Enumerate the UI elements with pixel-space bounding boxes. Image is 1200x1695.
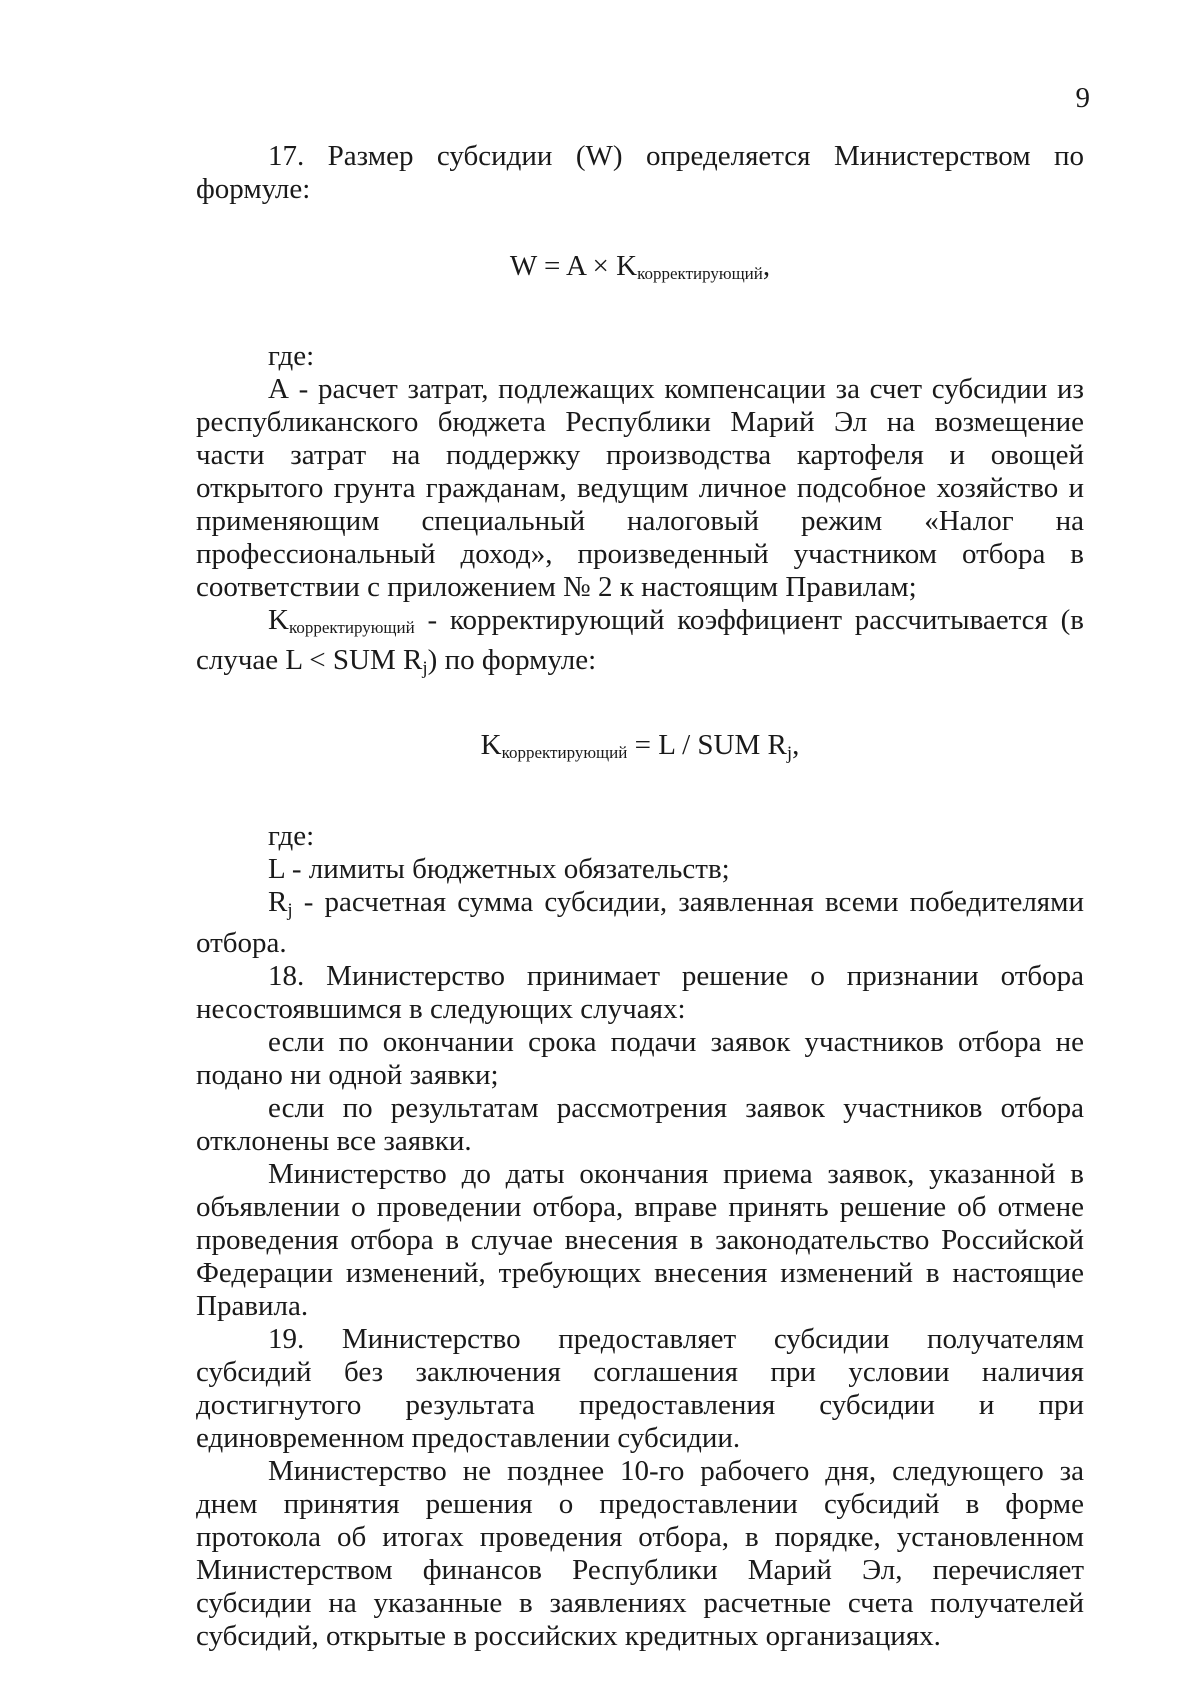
definition-r-text: - расчетная сумма субсидии, заявленная всеми победителями отбора.: [196, 886, 1084, 959]
paragraph-18-case-1: если по окончании срока подачи заявок участников отбора не подано ни одной заявки;: [196, 1026, 1084, 1091]
definition-k-text-2: ) по формуле:: [427, 644, 597, 676]
definition-r: [196, 886, 1084, 960]
definition-k-symbol: K: [268, 604, 289, 636]
where-label-1: где:: [268, 340, 315, 372]
formula-k-tail: ,: [792, 729, 800, 761]
definition-k: [196, 604, 1084, 685]
definition-a: А - расчет затрат, подлежащих компенсации за счет субсидии из республиканского бюджета Республики Марий Эл на возмещение части затрат на поддержку производства картофеля и овощей открытого грунта гражданам, ведущим личное подсобное хозяйство и применяющим специальный налоговый режим «Налог на профессиональный доход», произведенный участником отбора в соответствии с приложением № 2 к настоящим Правилам;: [196, 373, 1084, 603]
formula-w-subscript: корректирующий: [637, 264, 763, 283]
formula-k-subscript: корректирующий: [501, 743, 628, 762]
formula-w-main: W = A × K: [509, 250, 638, 282]
formula-subsidy-w: [196, 250, 1084, 290]
document-body: [196, 140, 1084, 1653]
paragraph-19-transfer: Министерство не позднее 10-го рабочего дня, следующего за днем принятия решения о предоставлении субсидий в форме протокола об итогах проведения отбора, в порядке, установленном Министерством финансов Республики Марий Эл, перечисляет субсидии на указанные в заявлениях расчетные счета получателей субсидий, открытые в российских кредитных организациях.: [196, 1455, 1084, 1652]
paragraph-18-cancel: Министерство до даты окончания приема заявок, указанной в объявлении о проведении отбора, вправе принять решение об отмене проведения отбора в случае внесения в законодательство Российской Федерации изменений, требующих внесения изменений в настоящие Правила.: [196, 1158, 1084, 1322]
paragraph-17-intro: 17. Размер субсидии (W) определяется Министерством по формуле:: [196, 140, 1084, 205]
paragraph-19: 19. Министерство предоставляет субсидии получателям субсидий без заключения соглашения при условии наличия достигнутого результата предоставления субсидии и при единовременном предоставлении субсидии.: [196, 1323, 1084, 1454]
definition-k-j-subscript: j: [422, 658, 428, 679]
paragraph-18-case-2: если по результатам рассмотрения заявок участников отбора отклонены все заявки.: [196, 1092, 1084, 1157]
formula-coefficient-k: [196, 729, 1084, 770]
definition-k-text-1: - корректирующий коэффициент рассчитывается (в случае L < SUM R: [196, 604, 1084, 676]
definition-r-j-subscript: j: [287, 900, 293, 921]
paragraph-18: 18. Министерство принимает решение о признании отбора несостоявшимся в следующих случаях:: [196, 960, 1084, 1025]
formula-k-mid: = L / SUM R: [627, 729, 787, 761]
where-label-2: где:: [268, 820, 315, 852]
page-number: 9: [1075, 82, 1090, 114]
definition-r-symbol: R: [268, 886, 288, 918]
definition-k-subscript: корректирующий: [288, 618, 415, 637]
definition-l: L - лимиты бюджетных обязательств;: [268, 853, 730, 885]
formula-k-j-subscript: j: [786, 743, 793, 764]
formula-w-tail: ,: [762, 250, 771, 282]
formula-k-symbol: K: [480, 729, 502, 761]
